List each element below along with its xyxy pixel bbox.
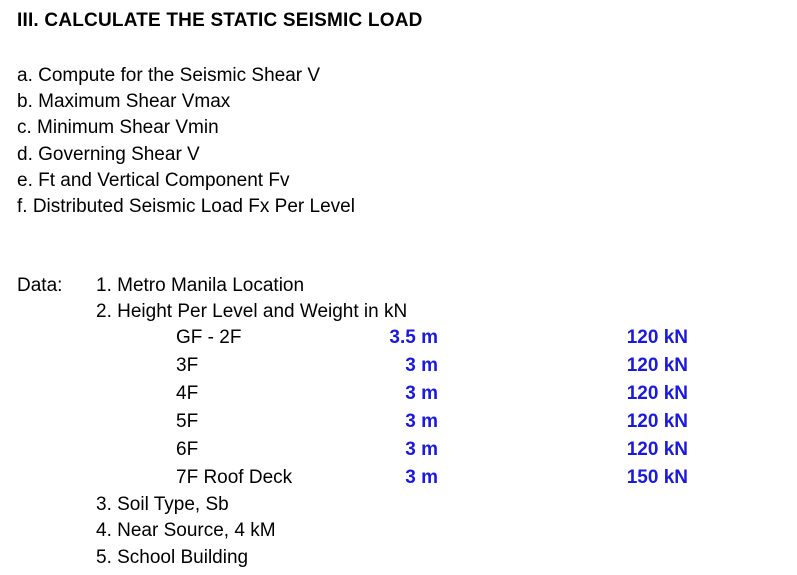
level-weight: 120 kN [626, 327, 688, 348]
level-weight: 120 kN [626, 355, 688, 376]
data-item-height-weight: 2. Height Per Level and Weight in kN [96, 301, 408, 322]
level-name: 3F [176, 355, 199, 376]
task-item-f: f. Distributed Seismic Load Fx Per Level [17, 196, 355, 217]
data-label: Data: [17, 275, 63, 296]
level-height: 3 m [405, 467, 438, 488]
level-weight: 150 kN [626, 467, 688, 488]
level-name: 6F [176, 439, 199, 460]
level-height: 3 m [405, 411, 438, 432]
level-weight: 120 kN [626, 439, 688, 460]
data-item-location: 1. Metro Manila Location [96, 275, 305, 296]
data-item-near-source: 4. Near Source, 4 kM [96, 520, 276, 541]
task-item-c: c. Minimum Shear Vmin [17, 117, 219, 138]
data-item-building-type: 5. School Building [96, 547, 249, 568]
level-name: 4F [176, 383, 199, 404]
task-item-d: d. Governing Shear V [17, 144, 200, 165]
level-name: GF - 2F [176, 327, 242, 348]
level-weight: 120 kN [626, 383, 688, 404]
task-item-b: b. Maximum Shear Vmax [17, 91, 231, 112]
level-height: 3.5 m [389, 327, 438, 348]
level-name: 7F Roof Deck [176, 467, 293, 488]
task-item-a: a. Compute for the Seismic Shear V [17, 65, 321, 86]
level-height: 3 m [405, 355, 438, 376]
level-height: 3 m [405, 383, 438, 404]
page-title: III. CALCULATE THE STATIC SEISMIC LOAD [17, 10, 423, 31]
data-item-soil-type: 3. Soil Type, Sb [96, 494, 229, 515]
level-weight: 120 kN [626, 411, 688, 432]
level-height: 3 m [405, 439, 438, 460]
level-name: 5F [176, 411, 199, 432]
task-item-e: e. Ft and Vertical Component Fv [17, 170, 290, 191]
